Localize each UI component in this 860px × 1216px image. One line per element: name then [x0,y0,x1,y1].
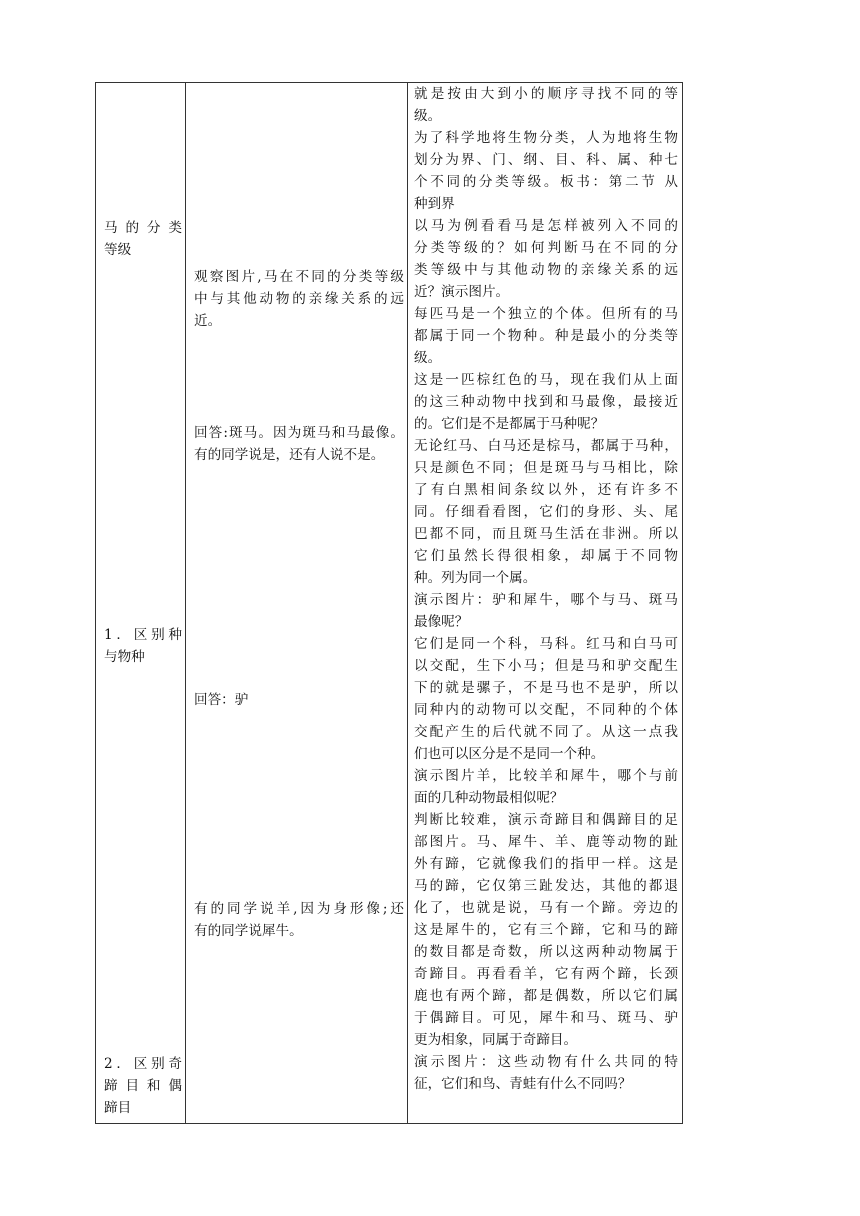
student-answer-zebra: 回答:斑马。因为斑马和马最像。 有的同学说是，还有人说不是。 [194,425,404,463]
text-line: 就是按由大到小的顺序寻找不同的等 [414,86,678,102]
teacher-paragraph [414,435,678,589]
text-line: 征，它们和鸟、青蛙有什么不同吗？ [414,1076,632,1092]
text-line: 类等级中与其他动物的亲缘关系的远 [414,262,678,278]
text-line: 划分为界、门、纲、目、科、属、种七 [414,152,678,168]
text-line: 鹿也有两个蹄，都是偶数，所以它们属 [414,988,678,1004]
topic-column [96,83,186,1124]
student-answer-sheep: 有的同学说羊,因为身形像;还 有的同学说犀牛。 [194,901,404,939]
student-activity-column [186,83,408,1124]
text-line: 同种内的动物可以交配，不同种的个体 [414,702,678,718]
text-line: 交配产生的后代就不同了。从这一点我 [414,724,678,740]
text-line: 它们虽然长得很相象，却属于不同物 [414,548,678,564]
text-line: 以马为例看看马是怎样被列入不同的 [414,218,678,234]
text-line: 了有白黑相间条纹以外，还有许多不 [414,482,678,498]
text-line: 的。它们是不是都属于马种呢？ [414,416,605,432]
text-line: 奇蹄目。再看看羊，它有两个蹄，长颈 [414,966,678,982]
text-line: 演示图片羊，比较羊和犀牛，哪个与前 [414,768,678,784]
text-line: 下的就是骡子，不是马也不是驴，所以 [414,680,678,696]
text-line: 分类等级的？如何判断马在不同的分 [414,240,678,256]
text-line: 这是犀牛的，它有三个蹄，它和马的蹄 [414,922,678,938]
text-line: 级。 [414,108,442,124]
teacher-activity-column [408,83,683,1124]
teacher-paragraph [414,83,678,127]
text-line: 为了科学地将生物分类，人为地将生物 [414,130,678,146]
text-line: 个不同的分类等级。板书：第二节 从 [414,174,678,190]
text-line: 都属于同一个物种。种是最小的分类等 [414,328,678,344]
student-activity-cell [186,83,407,1123]
text-line: 更为相象，同属于奇蹄目。 [414,1032,578,1048]
teacher-paragraph [414,369,678,435]
text-line: 判断比较难，演示奇蹄目和偶蹄目的足 [414,812,678,828]
text-line: 部图片。马、犀牛、羊、鹿等动物的趾 [414,834,678,850]
text-line: 演示图片：这些动物有什么共同的特 [414,1054,678,1070]
text-line: 同。仔细看看图，它们的身形、头、尾 [414,504,678,520]
text-line: 它们是同一个科，马科。红马和白马可 [414,636,678,652]
teacher-paragraph [414,809,678,1051]
teacher-paragraph [414,303,678,369]
text-line: 的这三种动物中找到和马最像，最接近 [414,394,678,410]
text-line: 于偶蹄目。可见，犀牛和马、斑马、驴 [414,1010,678,1026]
text-line: 面的几种动物最相似呢？ [414,790,564,806]
teacher-activity-cell [408,83,682,1123]
text-line: 马的蹄，它仅第三趾发达，其他的都退 [414,878,678,894]
text-line: 的数目都是奇数，所以这两种动物属于 [414,944,678,960]
text-line: 演示图片：驴和犀牛，哪个与马、斑马 [414,592,678,608]
topic-hoof-orders: 2．区别奇 蹄 目 和 偶 蹄目 [104,1056,182,1116]
teacher-paragraph [414,589,678,633]
text-line: 无论红马、白马还是棕马，都属于马种， [414,438,678,454]
topic-classification-levels: 马 的 分 类 等级 [104,220,182,258]
text-line: 外有蹄，它就像我们的指甲一样。这是 [414,856,678,872]
teacher-paragraph [414,127,678,215]
text-line: 以交配，生下小马；但是马和驴交配生 [414,658,678,674]
text-line: 种到界 [414,196,455,212]
text-line: 化了，也就是说，马有一个蹄。旁边的 [414,900,678,916]
text-line: 们也可以区分是不是同一个种。 [414,746,605,762]
text-line: 级。 [414,350,442,366]
student-answer-donkey: 回答：驴 [194,692,249,708]
teacher-paragraph [414,215,678,303]
teacher-paragraph [414,633,678,765]
teacher-paragraph [414,765,678,809]
lesson-table [95,82,683,1124]
teacher-paragraph [414,1051,678,1095]
text-line: 只是颜色不同；但是斑马与马相比，除 [414,460,678,476]
topic-species: 1．区别种 与物种 [104,627,182,665]
text-line: 近？演示图片。 [414,284,510,300]
text-line: 每匹马是一个独立的个体。但所有的马 [414,306,678,322]
text-line: 这是一匹棕红色的马，现在我们从上面 [414,372,678,388]
topic-cell [96,83,185,1123]
table-row [96,83,683,1124]
student-observe: 观察图片,马在不同的分类等级 中与其他动物的亲缘关系的远 近。 [194,269,404,329]
text-line: 种。列为同一个属。 [414,570,537,586]
text-line: 巴都不同，而且斑马生活在非洲。所以 [414,526,678,542]
text-line: 最像呢？ [414,614,469,630]
